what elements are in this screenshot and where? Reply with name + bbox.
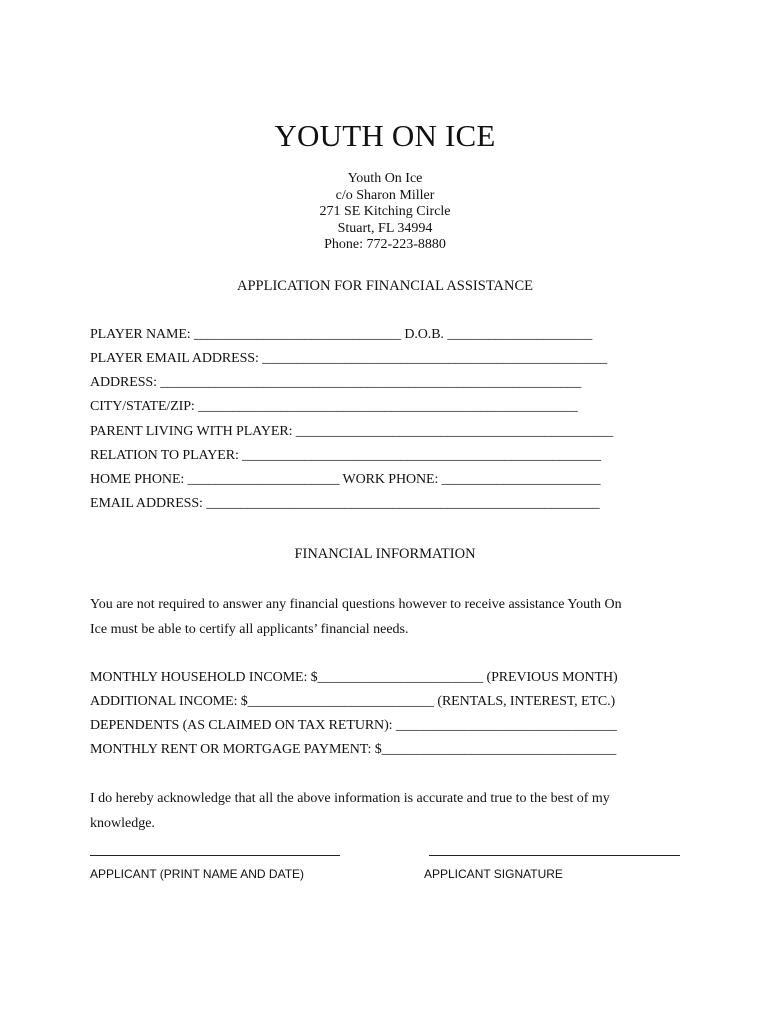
print-name-date-line[interactable] [90,855,340,856]
financial-note-line-2: Ice must be able to certify all applicants’ financial needs. [90,622,409,637]
monthly-household-income-field[interactable]: MONTHLY HOUSEHOLD INCOME: $________________________ (PREVIOUS MONTH) [90,670,618,685]
signature-line[interactable] [429,855,680,856]
application-heading: APPLICATION FOR FINANCIAL ASSISTANCE [237,278,533,294]
acknowledgement-line-2: knowledge. [90,816,155,831]
acknowledgement-line-1: I do hereby acknowledge that all the above information is accurate and true to the best of my [90,791,610,806]
financial-heading: FINANCIAL INFORMATION [294,546,476,562]
address-field[interactable]: ADDRESS: _____________________________________________________________ [90,375,582,390]
dependents-field[interactable]: DEPENDENTS (AS CLAIMED ON TAX RETURN): ________________________________ [90,718,617,733]
address-line-street: 271 SE Kitching Circle [319,204,451,219]
player-name-field[interactable]: PLAYER NAME: ______________________________ D.O.B. _____________________ [90,327,593,342]
monthly-rent-field[interactable]: MONTHLY RENT OR MORTGAGE PAYMENT: $__________________________________ [90,742,617,757]
parent-living-with-player-field[interactable]: PARENT LIVING WITH PLAYER: ______________________________________________ [90,424,614,439]
player-email-field[interactable]: PLAYER EMAIL ADDRESS: __________________________________________________ [90,351,608,366]
organization-address [0,171,770,254]
address-line-city: Stuart, FL 34994 [337,220,433,236]
city-state-zip-field[interactable]: CITY/STATE/ZIP: _______________________________________________________ [90,399,578,414]
phone-fields[interactable]: HOME PHONE: ______________________ WORK PHONE: _______________________ [90,472,601,487]
address-line-org: Youth On Ice [347,171,423,186]
email-address-field[interactable]: EMAIL ADDRESS: _________________________________________________________ [90,496,600,511]
document-title: YOUTH ON ICE [274,118,496,153]
relation-to-player-field[interactable]: RELATION TO PLAYER: ____________________________________________________ [90,448,601,463]
print-name-date-label: APPLICANT (PRINT NAME AND DATE) [90,867,305,881]
address-line-phone: Phone: 772-223-8880 [324,237,446,252]
financial-note-line-1: You are not required to answer any financial questions however to receive assistance Youth On [90,597,622,612]
signature-label: APPLICANT SIGNATURE [424,867,563,881]
additional-income-field[interactable]: ADDITIONAL INCOME: $___________________________ (RENTALS, INTEREST, ETC.) [90,694,616,709]
address-line-care-of: c/o Sharon Miller [335,187,435,203]
